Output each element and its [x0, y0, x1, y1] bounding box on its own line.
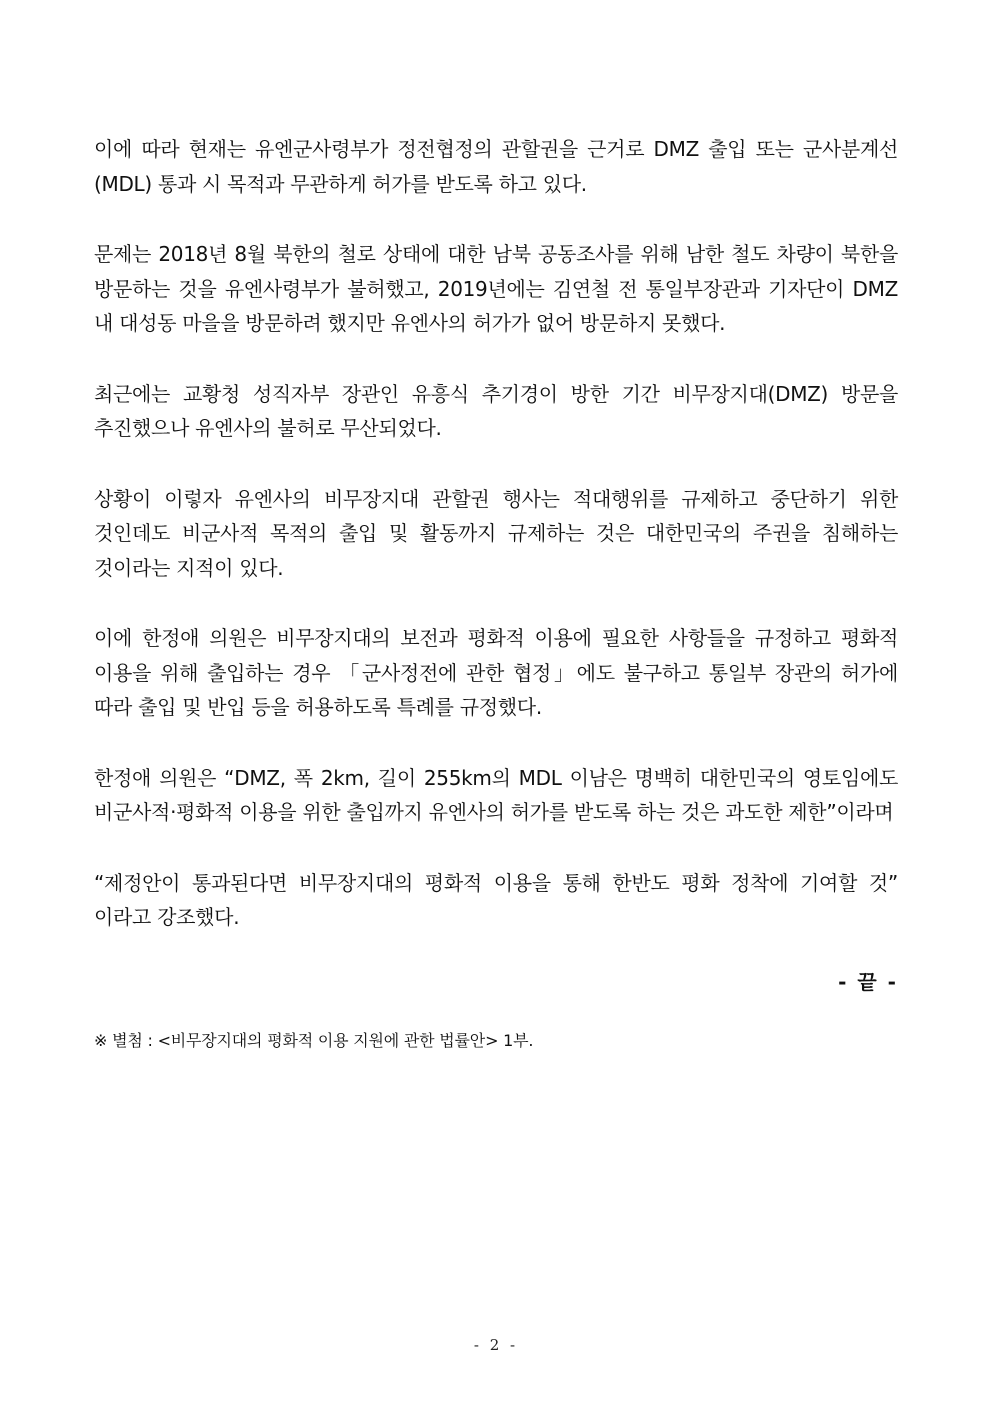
paragraph-quote-second: “제정안이 통과된다면 비무장지대의 평화적 이용을 통해 한반도 평화 정착에 기여할 것” 이라고 강조했다.	[94, 870, 898, 929]
paragraph-problem-cases: 문제는 2018년 8월 북한의 철로 상태에 대한 남북 공동조사를 위해 남한 철도 차량이 북한을 방문하는 것을 유엔사령부가 불허했고, 2019년에는 김연철 전 통일부장관과 기자단이 DMZ 내 대성동 마을을 방문하려 했지만 유엔사의 허가가 없어 방문하지 못했다.	[94, 242, 898, 335]
end-mark: - 끝 -	[838, 969, 898, 994]
page-number: - 2 -	[473, 1336, 519, 1354]
attachment-note: ※ 별첨 : <비무장지대의 평화적 이용 지원에 관한 법률안> 1부.	[94, 1030, 534, 1050]
paragraph-cardinal-visit: 최근에는 교황청 성직자부 장관인 유흥식 추기경이 방한 기간 비무장지대(DMZ) 방문을 추진했으나 유엔사의 불허로 무산되었다.	[94, 381, 898, 440]
paragraph-sovereignty-criticism: 상황이 이렇자 유엔사의 비무장지대 관할권 행사는 적대행위를 규제하고 중단하기 위한 것인데도 비군사적 목적의 출입 및 활동까지 규제하는 것은 대한민국의 주권을 침해하는 것이라는 지적이 있다.	[94, 486, 898, 580]
document-body	[94, 132, 898, 1053]
paragraph-special-provision: 이에 한정애 의원은 비무장지대의 보전과 평화적 이용에 필요한 사항들을 규정하고 평화적 이용을 위해 출입하는 경우 「군사정전에 관한 협정」에도 불구하고 통일부 장관의 허가에 따라 출입 및 반입 등을 허용하도록 특례를 규정했다.	[94, 626, 898, 719]
paragraph-quote-first: 한정애 의원은 “DMZ, 폭 2km, 길이 255km의 MDL 이남은 명백히 대한민국의 영토임에도 비군사적·평화적 이용을 위한 출입까지 유엔사의 허가를 받도록 하는 것은 과도한 제한”이라며	[94, 765, 898, 824]
paragraph-current-permission: 이에 따라 현재는 유엔군사령부가 정전협정의 관할권을 근거로 DMZ 출입 또는 군사분계선(MDL) 통과 시 목적과 무관하게 허가를 받도록 하고 있다.	[94, 137, 898, 196]
